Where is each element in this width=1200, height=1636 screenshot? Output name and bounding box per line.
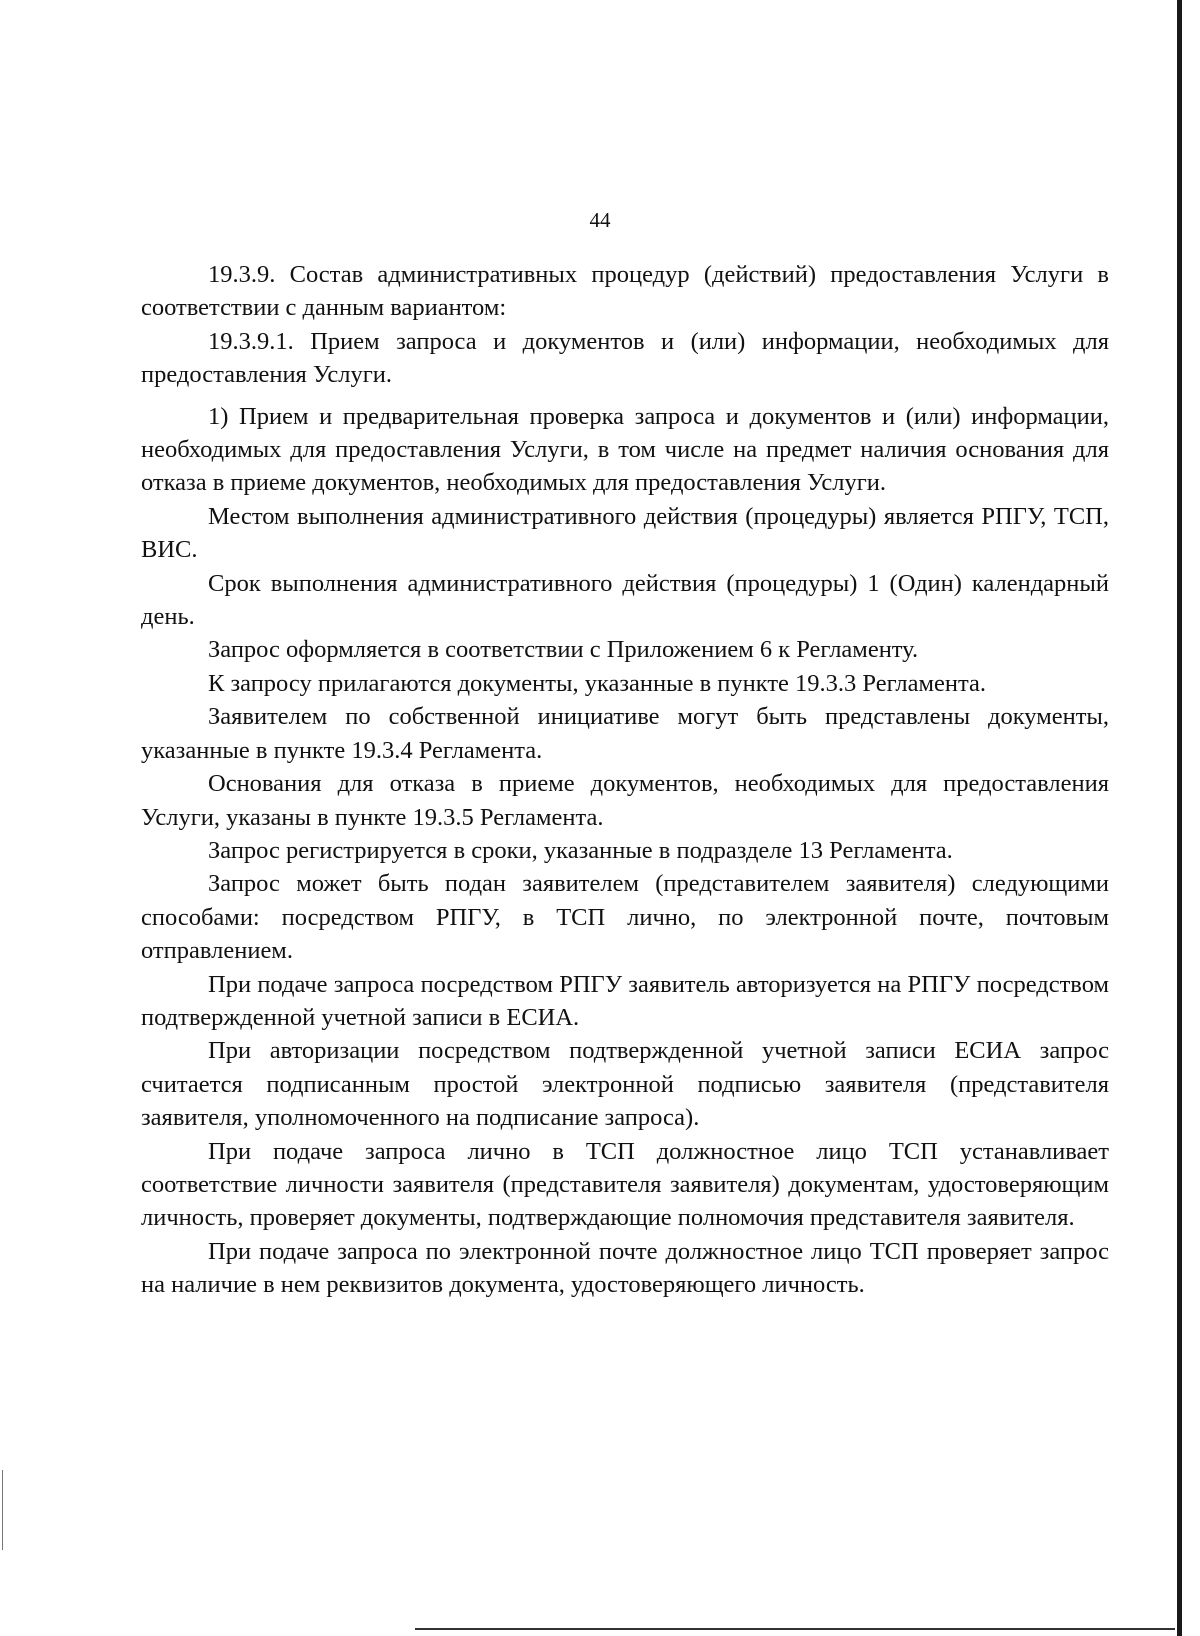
page-number: 44	[589, 208, 611, 232]
scan-edge-left-mark	[2, 1470, 3, 1550]
paragraph-item-1: 1) Прием и предварительная проверка запроса и документов и (или) информации, необходимых для предоставления Услуги, в том числе на предмет наличия основания для отказа в приеме документов, необходимых для предоставления Услуги.	[141, 402, 1109, 497]
paragraph-email-check: При подаче запроса по электронной почте должностное лицо ТСП проверяет запрос на наличие в нем реквизитов документа, удостоверяющего личность.	[141, 1237, 1109, 1299]
paragraph-submission-methods: Запрос может быть подан заявителем (представителем заявителя) следующими способами: посредством РПГУ, в ТСП лично, по электронной почте, почтовым отправлением.	[141, 870, 1109, 965]
paragraph-term: Срок выполнения административного действия (процедуры) 1 (Один) календарный день.	[141, 569, 1109, 631]
paragraph-place: Местом выполнения административного действия (процедуры) является РПГУ, ТСП, ВИС.	[141, 502, 1109, 564]
document-body	[141, 258, 1109, 1302]
paragraph-registration: Запрос регистрируется в сроки, указанные в подразделе 13 Регламента.	[208, 836, 953, 864]
paragraph-request-form: Запрос оформляется в соответствии с Приложением 6 к Регламенту.	[208, 636, 919, 664]
paragraph-refusal-grounds: Основания для отказа в приеме документов, необходимых для предоставления Услуги, указаны в пункте 19.3.5 Регламента.	[141, 770, 1109, 831]
paragraph-19-3-9-1: 19.3.9.1. Прием запроса и документов и (или) информации, необходимых для предоставления Услуги.	[141, 327, 1109, 389]
paragraph-attachments: К запросу прилагаются документы, указанные в пункте 19.3.3 Регламента.	[208, 669, 986, 697]
scan-bottom-edge	[415, 1628, 1175, 1630]
paragraph-esia-signature: При авторизации посредством подтвержденной учетной записи ЕСИА запрос считается подписанным простой электронной подписью заявителя (представителя заявителя, уполномоченного на подписание запроса).	[141, 1037, 1109, 1132]
scan-edge-right	[1177, 0, 1182, 1636]
paragraph-tsp-in-person: При подаче запроса лично в ТСП должностное лицо ТСП устанавливает соответствие личности заявителя (представителя заявителя) документам, удостоверяющим личность, проверяет документы, подтверждающие полномочия представителя заявителя.	[141, 1137, 1109, 1232]
paragraph-rpgu-auth: При подаче запроса посредством РПГУ заявитель авторизуется на РПГУ посредством подтвержденной учетной записи в ЕСИА.	[141, 970, 1109, 1031]
paragraph-own-initiative: Заявителем по собственной инициативе могут быть представлены документы, указанные в пункте 19.3.4 Регламента.	[141, 703, 1109, 764]
paragraph-19-3-9: 19.3.9. Состав административных процедур (действий) предоставления Услуги в соответствии с данным вариантом:	[141, 261, 1109, 322]
